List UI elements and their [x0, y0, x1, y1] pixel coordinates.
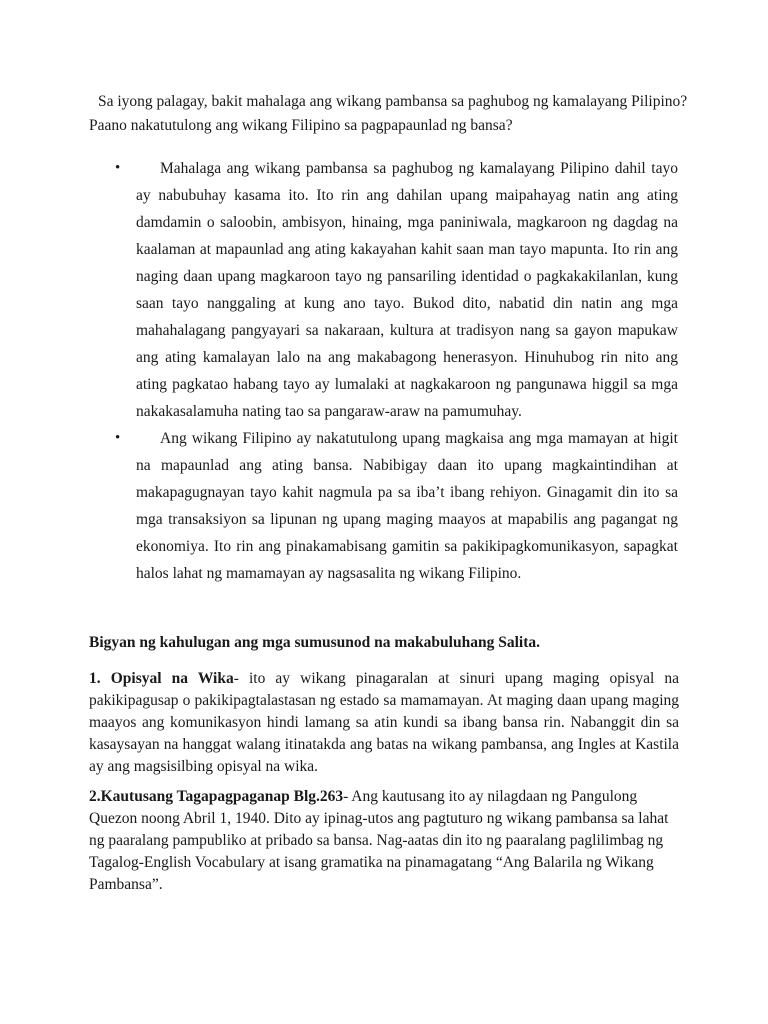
intro-question-line-2: Paano nakatutulong ang wikang Filipino sa pagpapaunlad ng bansa?	[89, 117, 513, 134]
bullet-paragraph: Ang wikang Filipino ay nakatutulong upang magkaisa ang mga mamayan at higit na mapaunlad ang ating bansa. Nabibigay daan ito upang magkaintindihan at makapagugnayan tayo kahit nagmula pa sa iba’t ibang rehiyon. Ginagamit din ito sa mga transaksiyon sa lipunan ng upang maging maayos at mapabilis ang pagangat ng ekonomiya. Ito rin ang pinakamabisang gamitin sa pakikipagkomunikasyon, sapagkat halos lahat ng mamamayan ay nagsasalita ng wikang Filipino.	[136, 430, 678, 582]
list-item	[0, 425, 768, 587]
section-heading: Bigyan ng kahulugan ang mga sumusunod na makabuluhang Salita.	[89, 634, 540, 651]
definition-text: - ito ay wikang pinagaralan at sinuri upang maging opisyal na pakikipagusap o pakikipagtalastasan ng estado sa mamamayan. At maging daan upang maging maayos ang komunikasyon hindi lamang sa atin kundi sa ibang bansa rin. Nabanggit din sa kasaysayan na hanggat walang itinatakda ang batas na wikang pambansa, ang Ingles at Kastila ay ang magsisilbing opisyal na wika.	[89, 670, 679, 775]
definition-term: 1. Opisyal na Wika	[89, 670, 234, 687]
intro-question	[89, 90, 689, 138]
list-item	[0, 155, 768, 425]
definition-term: 2.Kautusang Tagapagpaganap Blg.263	[89, 788, 344, 805]
bullet-paragraph: Mahalaga ang wikang pambansa sa paghubog ng kamalayang Pilipino dahil tayo ay nabubuhay kasama ito. Ito rin ang dahilan upang maipahayag natin ang ating damdamin o saloobin, ambisyon, hinaing, mga paniniwala, magkaroon ng dagdag na kaalaman at mapaunlad ang ating kakayahan kahit saan man tayo mapunta. Ito rin ang naging daan upang magkaroon tayo ng pansariling identidad o pagkakakilanlan, kung saan tayo nanggaling at kung ano tayo. Bukod dito, nabatid din natin ang mga mahahalagang pangyayari sa nakaraan, kultura at tradisyon nang sa gayon mapukaw ang ating kamalayan lalo na ang makabagong henerasyon. Hinuhubog rin nito ang ating pagkatao habang tayo ay lumalaki at nagkakaroon ng pangunawa higgil sa mga nakakasalamuha nating tao sa pangaraw-araw na pamumuhay.	[136, 160, 678, 420]
definition-kautusang-blg-263	[89, 786, 679, 896]
bullet-icon: •	[115, 160, 121, 176]
intro-question-line-1: Sa iyong palagay, bakit mahalaga ang wikang pambansa sa paghubog ng kamalayang Pilipino?	[98, 93, 688, 110]
definition-opisyal-na-wika	[89, 668, 679, 778]
definition-text: - Ang kautusang ito ay nilagdaan ng Pangulong Quezon noong Abril 1, 1940. Dito ay ipinag-utos ang pagtuturo ng wikang pambansa sa lahat ng paaralang pampubliko at pribado sa bansa. Nag-aatas din ito ng paaralang paglilimbag ng Tagalog-English Vocabulary at isang gramatika na pinamagatang “Ang Balarila ng Wikang Pambansa”.	[89, 788, 669, 893]
answer-bullet-list	[0, 155, 768, 587]
bullet-icon: •	[115, 430, 121, 446]
